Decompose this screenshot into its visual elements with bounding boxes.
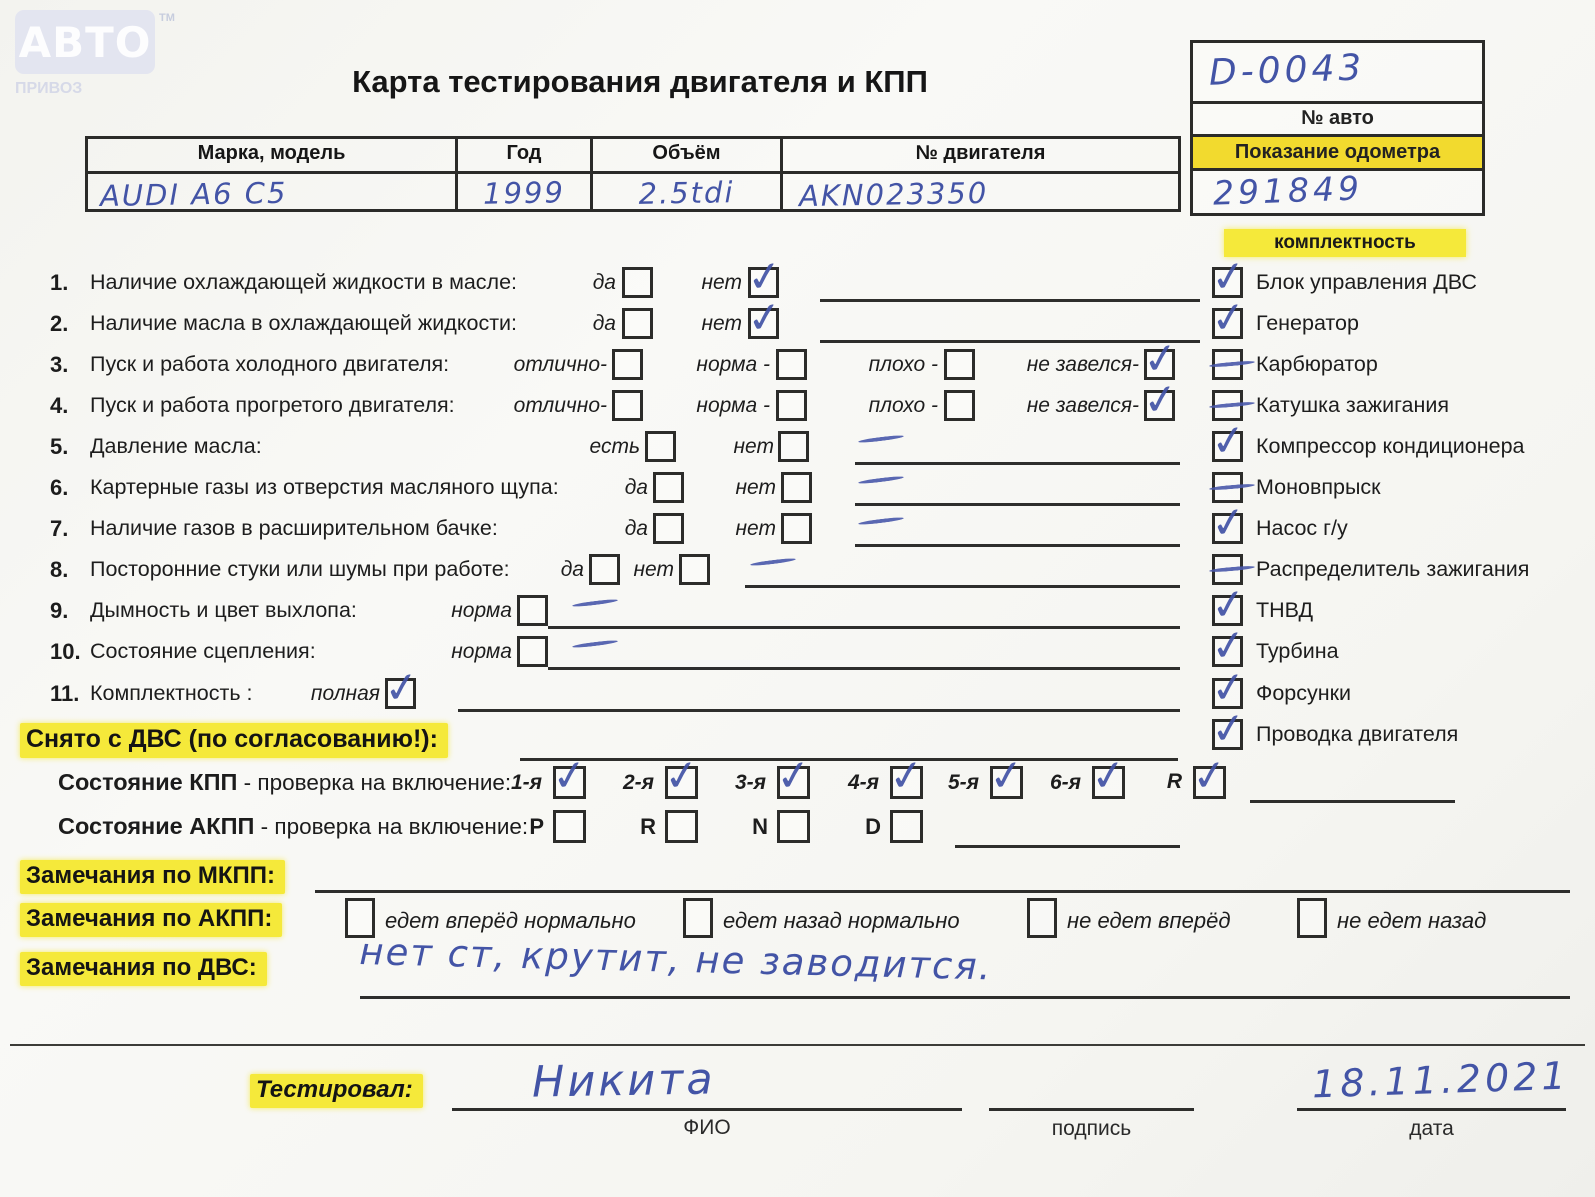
option-label: норма - (696, 353, 770, 376)
pen-dash-mark (858, 434, 904, 444)
page-title: Карта тестирования двигателя и КПП (352, 64, 928, 99)
tested-by-label: Тестировал: (250, 1074, 423, 1108)
comment-line (820, 299, 1200, 302)
pen-dash-mark (572, 639, 618, 649)
option-checkbox (653, 472, 684, 503)
item-label: Картерные газы из отверстия масляного щупа: (90, 475, 559, 499)
brand-logo (15, 10, 155, 74)
item-label: Состояние сцепления: (90, 639, 316, 663)
date-caption: дата (1409, 1117, 1454, 1140)
odometer-label: Показание одометра (1193, 134, 1482, 168)
volume-header: Объём (593, 139, 783, 171)
item-number: 11. (50, 681, 80, 706)
dvs-note-handwriting: нет ст, крутит, не заводится. (358, 930, 993, 989)
equipment-title: комплектность (1224, 229, 1466, 257)
option-checkbox (778, 431, 809, 462)
option-checkbox (517, 636, 548, 667)
gear-checkbox (777, 810, 810, 843)
option-label: норма - (696, 394, 770, 417)
option-label: да (592, 271, 616, 294)
gear-checkbox (553, 810, 586, 843)
gear-label: N (752, 814, 768, 839)
remarks-dvs-line (360, 996, 1570, 999)
comment-line (458, 709, 1180, 712)
equipment-checkbox (1212, 431, 1243, 462)
item-number: 6. (50, 475, 69, 500)
option-checkbox (748, 308, 779, 339)
item-number: 3. (50, 352, 69, 377)
equipment-label: Генератор (1256, 311, 1359, 335)
equipment-label: Моновпрыск (1256, 475, 1381, 499)
remarks-dvs-label: Замечания по ДВС: (20, 952, 267, 986)
kpp-state-label: Состояние КПП - проверка на включение: (58, 769, 512, 795)
gear-label: 4-я (847, 771, 879, 794)
engine-number-value: AKN023350 (798, 175, 989, 214)
option-label: нет (701, 312, 742, 335)
item-number: 9. (50, 598, 69, 623)
option-label: нет (633, 558, 674, 581)
gear-checkbox (665, 810, 698, 843)
item-label: Давление масла: (90, 434, 262, 458)
option-label: плохо - (868, 394, 938, 417)
gear-label: 5-я (947, 771, 979, 794)
option-checkbox (1144, 390, 1175, 421)
option-label: не завелся- (1026, 394, 1139, 417)
pen-dash-mark (572, 598, 618, 608)
option-label: отлично- (513, 353, 607, 376)
comment-line (745, 585, 1180, 588)
logo-word: АВТО (18, 17, 152, 67)
option-checkbox (645, 431, 676, 462)
option-label: полная (310, 682, 380, 705)
fio-line (452, 1108, 962, 1111)
akpp-state-label: Состояние АКПП - проверка на включение: (58, 813, 529, 839)
remarks-mkpp-line (315, 890, 1570, 893)
option-label: норма (451, 640, 512, 663)
odometer-value: 291849 (1193, 168, 1482, 210)
gear-label: 1-я (510, 771, 542, 794)
akpp-option-label: не едет назад (1337, 908, 1487, 933)
gear-label: 6-я (1049, 771, 1081, 794)
option-checkbox (776, 390, 807, 421)
akpp-option-checkbox (683, 898, 713, 938)
removed-from-engine-label: Снято с ДВС (по согласованию!): (20, 723, 448, 758)
gear-label: 2-я (622, 771, 654, 794)
engine-number-header: № двигателя (915, 142, 1046, 164)
car-number-box (1190, 40, 1485, 216)
option-checkbox (612, 390, 643, 421)
make-value: AUDI A6 C5 (88, 174, 458, 212)
trademark-mark: ТМ (159, 12, 175, 24)
option-label: норма (451, 599, 512, 622)
option-checkbox (589, 554, 620, 585)
gear-checkbox (665, 766, 698, 799)
option-label: да (624, 476, 648, 499)
volume-value: 2.5tdi (593, 174, 783, 212)
item-number: 10. (50, 639, 81, 664)
pen-dash-mark (858, 516, 904, 526)
signature-line (989, 1108, 1194, 1111)
equipment-label: Проводка двигателя (1256, 722, 1459, 746)
footer-divider (10, 1044, 1585, 1046)
option-checkbox (622, 267, 653, 298)
equipment-label: Форсунки (1256, 681, 1352, 705)
equipment-label: Катушка зажигания (1256, 393, 1449, 417)
option-checkbox (653, 513, 684, 544)
equipment-label: Компрессор кондиционера (1256, 434, 1525, 458)
option-checkbox (776, 349, 807, 380)
vehicle-table-values (88, 174, 1178, 212)
car-number-value: D-0043 (1208, 47, 1366, 94)
option-checkbox (385, 678, 416, 709)
equipment-checkbox (1212, 349, 1243, 380)
equipment-label: Блок управления ДВС (1256, 270, 1477, 294)
equipment-label: ТНВД (1256, 598, 1314, 622)
logo-subtitle: ПРИВОЗ (15, 80, 83, 97)
option-checkbox (679, 554, 710, 585)
equipment-label: Распределитель зажигания (1256, 557, 1530, 581)
item-number: 8. (50, 557, 69, 582)
pen-dash-mark (858, 475, 904, 485)
item-number: 5. (50, 434, 69, 459)
gear-label: R (640, 814, 656, 839)
akpp-option-label: не едет вперёд (1067, 908, 1231, 933)
car-number-label: № авто (1193, 101, 1482, 134)
option-checkbox (622, 308, 653, 339)
item-label: Дымность и цвет выхлопа: (90, 598, 357, 622)
option-checkbox (781, 472, 812, 503)
equipment-label: Турбина (1256, 639, 1339, 663)
equipment-checkbox (1212, 719, 1243, 750)
akpp-option-label: едет назад нормально (723, 908, 960, 933)
item-label: Наличие охлаждающей жидкости в масле: (90, 270, 518, 294)
option-checkbox (781, 513, 812, 544)
option-checkbox (612, 349, 643, 380)
remarks-akpp-label: Замечания по АКПП: (20, 903, 282, 937)
option-label: да (592, 312, 616, 335)
item-label: Посторонние стуки или шумы при работе: (90, 557, 510, 581)
item-label: Наличие масла в охлаждающей жидкости: (90, 311, 518, 335)
gear-checkbox (777, 766, 810, 799)
gear-label: D (865, 814, 881, 839)
gear-label: R (1166, 770, 1182, 793)
signature-caption: подпись (1051, 1117, 1132, 1140)
tester-name-handwriting: Никита (531, 1054, 717, 1108)
item-label: Пуск и работа прогретого двигателя: (90, 393, 455, 417)
item-label: Комплектность : (90, 681, 253, 705)
option-label: есть (589, 435, 640, 458)
item-number: 4. (50, 393, 69, 418)
gear-label: 3-я (734, 771, 766, 794)
option-checkbox (517, 595, 548, 626)
equipment-checkbox (1212, 308, 1243, 339)
year-header: Год (458, 139, 593, 171)
item-number: 2. (50, 311, 69, 336)
comment-line (548, 626, 1180, 629)
option-label: да (624, 517, 648, 540)
item-number: 1. (50, 270, 69, 295)
item-label: Наличие газов в расширительном бачке: (90, 516, 498, 540)
option-label: нет (701, 271, 742, 294)
equipment-checkbox (1212, 513, 1243, 544)
comment-line (855, 462, 1180, 465)
comment-line (855, 544, 1180, 547)
equipment-label: Карбюратор (1256, 352, 1378, 376)
gear-label: P (529, 814, 544, 839)
akpp-option-checkbox (1297, 898, 1327, 938)
option-label: нет (735, 517, 776, 540)
vehicle-table (85, 136, 1181, 212)
akpp-option-checkbox (1027, 898, 1057, 938)
item-label: Пуск и работа холодного двигателя: (90, 352, 450, 376)
option-label: не завелся- (1026, 353, 1139, 376)
vehicle-table-header (88, 139, 1178, 174)
comment-line (548, 667, 1180, 670)
pen-dash-mark (750, 557, 796, 567)
gear-checkbox (1193, 766, 1226, 799)
gear-checkbox (1092, 766, 1125, 799)
gear-checkbox (553, 766, 586, 799)
option-label: нет (733, 435, 774, 458)
option-label: отлично- (513, 394, 607, 417)
date-handwriting: 18.11.2021 (1311, 1053, 1571, 1107)
akpp-comment-line (955, 845, 1180, 848)
item-number: 7. (50, 516, 69, 541)
gear-checkbox (890, 810, 923, 843)
kpp-comment-line (1250, 800, 1455, 803)
year-value: 1999 (458, 174, 593, 212)
date-line (1297, 1108, 1566, 1111)
fio-caption: ФИО (683, 1116, 731, 1139)
removed-from-engine-line (520, 758, 1178, 761)
akpp-option-label: едет вперёд нормально (385, 908, 636, 933)
remarks-mkpp-label: Замечания по МКПП: (20, 860, 285, 894)
make-header: Марка, модель (88, 139, 458, 171)
option-checkbox (944, 349, 975, 380)
option-label: нет (735, 476, 776, 499)
comment-line (855, 503, 1180, 506)
equipment-label: Насос г/у (1256, 516, 1348, 540)
option-checkbox (944, 390, 975, 421)
option-label: да (560, 558, 584, 581)
option-label: плохо - (868, 353, 938, 376)
